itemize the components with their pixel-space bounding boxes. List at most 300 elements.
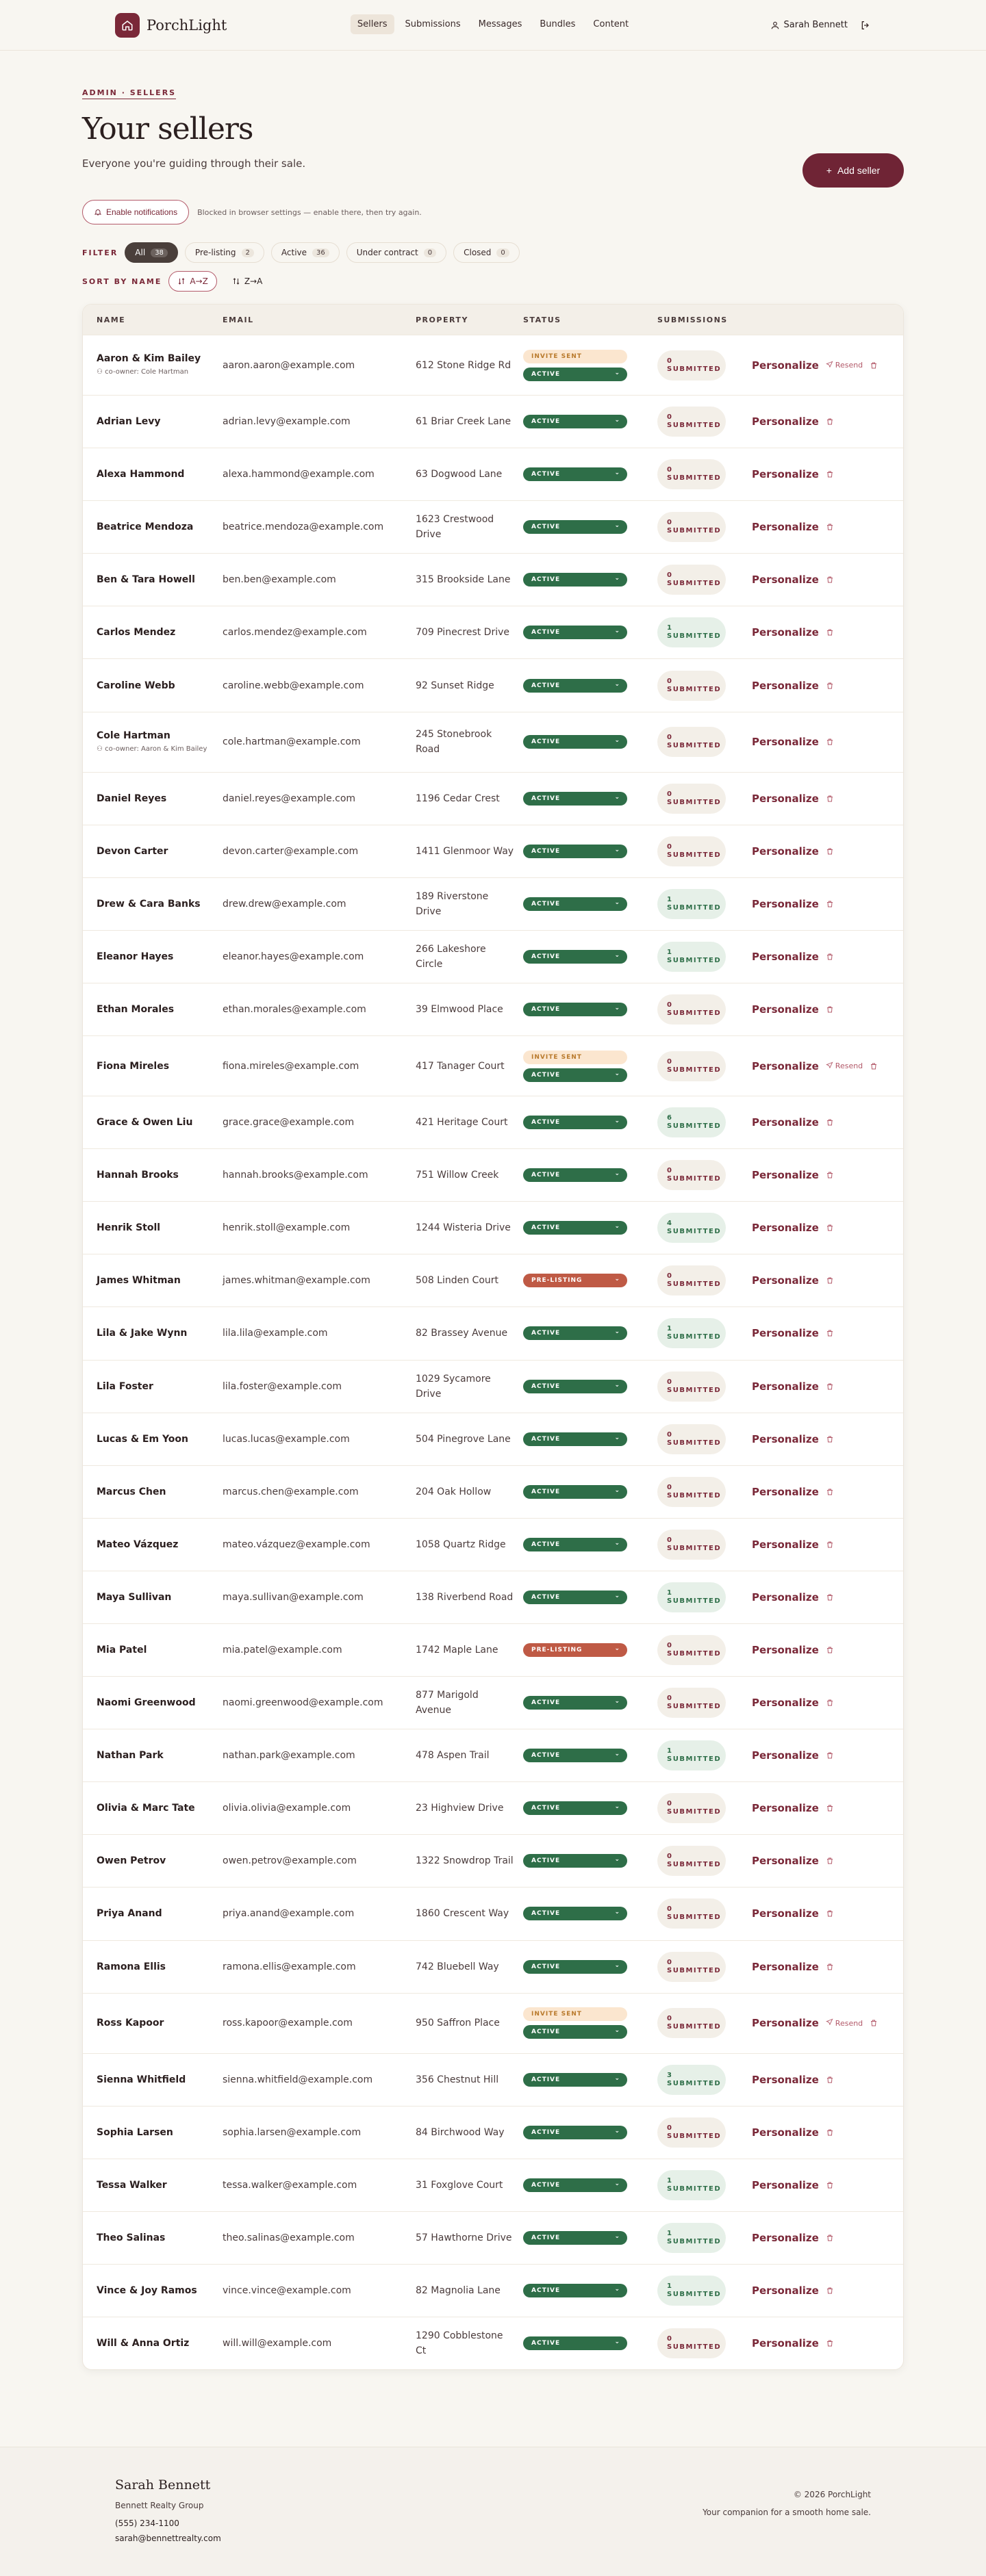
seller-name: Mateo Vázquez	[97, 1538, 179, 1550]
personalize-button[interactable]: Personalize	[752, 2017, 819, 2030]
chevron-down-icon: ⌄	[614, 2127, 620, 2135]
submissions-badge	[657, 889, 726, 919]
submissions-count: 4	[667, 1220, 673, 1228]
status-label: ACTIVE	[531, 1224, 561, 1232]
table-row[interactable]	[83, 2211, 903, 2264]
personalize-button[interactable]: Personalize	[752, 1274, 819, 1287]
trash-icon[interactable]	[826, 2234, 834, 2242]
personalize-button[interactable]: Personalize	[752, 792, 819, 805]
status-select[interactable]	[523, 467, 627, 481]
trash-icon[interactable]	[826, 1005, 834, 1014]
status-select[interactable]	[523, 1485, 627, 1499]
trash-icon[interactable]	[870, 2019, 878, 2027]
enable-notifications-label: Enable notifications	[106, 207, 178, 217]
status-select[interactable]	[523, 1326, 627, 1340]
table-row[interactable]	[83, 1940, 903, 1993]
status-select[interactable]	[523, 1274, 627, 1287]
submitted-label: SUBMITTED	[667, 1491, 722, 1499]
submitted-label: SUBMITTED	[667, 1439, 722, 1447]
status-select[interactable]	[523, 1068, 627, 1082]
enable-notifications-button[interactable]	[82, 200, 189, 224]
trash-icon[interactable]	[826, 2339, 834, 2347]
status-select[interactable]	[523, 1003, 627, 1016]
status-select[interactable]	[523, 1696, 627, 1710]
trash-icon[interactable]	[826, 847, 834, 855]
submissions-count: 1	[667, 1747, 673, 1755]
status-label: ACTIVE	[531, 2181, 561, 2189]
trash-icon[interactable]	[826, 1276, 834, 1285]
status-select[interactable]	[523, 792, 627, 806]
footer-brokerage: Bennett Realty Group	[115, 2501, 204, 2510]
table-row[interactable]	[83, 2106, 903, 2159]
seller-email: nathan.park@example.com	[223, 1750, 355, 1762]
chevron-down-icon: ⌄	[614, 1170, 620, 1178]
submissions-badge	[657, 836, 726, 866]
personalize-button[interactable]: Personalize	[752, 1116, 819, 1129]
sellers-table	[82, 304, 904, 2370]
personalize-button[interactable]: Personalize	[752, 1485, 819, 1498]
status-label: ACTIVE	[531, 738, 561, 746]
status-select[interactable]	[523, 626, 627, 639]
footer-tagline: Your companion for a smooth home sale.	[703, 2508, 871, 2517]
status-select[interactable]	[523, 2178, 627, 2192]
trash-icon[interactable]	[826, 1909, 834, 1918]
seller-name: Ross Kapoor	[97, 2018, 164, 2029]
status-select[interactable]	[523, 1380, 627, 1393]
personalize-button[interactable]: Personalize	[752, 1644, 819, 1657]
seller-email: mateo.vázquez@example.com	[223, 1538, 370, 1550]
status-label: ACTIVE	[531, 629, 561, 636]
trash-icon[interactable]	[826, 1541, 834, 1549]
seller-property: 1623 Crestwood Drive	[416, 514, 494, 541]
submissions-badge	[657, 1898, 726, 1929]
submitted-label: SUBMITTED	[667, 903, 722, 912]
status-select[interactable]	[523, 415, 627, 428]
chevron-down-icon: ⌄	[614, 417, 620, 424]
status-select[interactable]	[523, 1854, 627, 1868]
table-header	[83, 305, 903, 335]
add-seller-button[interactable]	[802, 153, 904, 188]
seller-name: Alexa Hammond	[97, 469, 185, 480]
personalize-button[interactable]: Personalize	[752, 950, 819, 963]
seller-property: 1742 Maple Lane	[416, 1645, 498, 1656]
seller-property: 204 Oak Hollow	[416, 1486, 492, 1497]
status-select[interactable]	[523, 1538, 627, 1551]
user-icon: ⚇	[97, 745, 105, 753]
resend-button[interactable]	[826, 361, 863, 370]
personalize-button[interactable]: Personalize	[752, 897, 819, 910]
status-select[interactable]	[523, 1907, 627, 1920]
chevron-down-icon: ⌄	[614, 793, 620, 801]
personalize-button[interactable]: Personalize	[752, 1059, 819, 1072]
seller-name: Eleanor Hayes	[97, 951, 174, 962]
trash-icon[interactable]	[826, 795, 834, 803]
seller-name: Owen Petrov	[97, 1855, 166, 1867]
trash-icon[interactable]	[826, 470, 834, 478]
trash-icon[interactable]	[826, 2287, 834, 2295]
resend-button[interactable]	[826, 1061, 863, 1071]
trash-icon[interactable]	[826, 1646, 834, 1654]
seller-email: cole.hartman@example.com	[223, 736, 361, 748]
page-title: Your sellers	[82, 112, 253, 146]
status-select[interactable]	[523, 1749, 627, 1762]
status-select[interactable]	[523, 735, 627, 749]
chevron-down-icon: ⌄	[614, 2232, 620, 2240]
status-select[interactable]	[523, 1116, 627, 1129]
nav-submissions[interactable]: Submissions	[405, 19, 461, 29]
trash-icon[interactable]	[826, 1382, 834, 1391]
submissions-badge	[657, 942, 726, 972]
table-row[interactable]	[83, 930, 903, 983]
seller-property: 82 Brassey Avenue	[416, 1328, 508, 1339]
status-select[interactable]	[523, 1590, 627, 1604]
invite-sent-badge: INVITE SENT	[523, 2007, 627, 2021]
trash-icon[interactable]	[826, 1699, 834, 1707]
trash-icon[interactable]	[826, 1857, 834, 1865]
nav-right	[770, 20, 872, 31]
table-body	[83, 335, 903, 2369]
personalize-button[interactable]: Personalize	[752, 2337, 819, 2350]
seller-property: 1196 Cedar Crest	[416, 793, 500, 804]
submissions-count: 1	[667, 1325, 673, 1333]
header-submissions: SUBMISSIONS	[657, 315, 728, 324]
filter-all[interactable]	[125, 242, 178, 263]
personalize-button[interactable]: Personalize	[752, 574, 819, 587]
table-row[interactable]	[83, 825, 903, 877]
chevron-down-icon: ⌄	[614, 2286, 620, 2293]
status-select[interactable]	[523, 1960, 627, 1974]
filter-label: FILTER	[82, 248, 118, 257]
seller-name: Ben & Tara Howell	[97, 574, 195, 586]
submitted-label: SUBMITTED	[667, 365, 722, 373]
seller-name: Lucas & Em Yoon	[97, 1433, 189, 1445]
personalize-button[interactable]: Personalize	[752, 1380, 819, 1393]
table-row[interactable]	[83, 1465, 903, 1518]
trash-icon[interactable]	[826, 1593, 834, 1601]
submissions-badge	[657, 994, 726, 1025]
chevron-down-icon: ⌄	[614, 1118, 620, 1125]
seller-email: ramona.ellis@example.com	[223, 1961, 356, 1972]
filter-under-contract[interactable]	[346, 242, 446, 263]
status-select[interactable]	[523, 1168, 627, 1182]
home-icon	[115, 13, 140, 38]
status-select[interactable]	[523, 897, 627, 911]
personalize-button[interactable]: Personalize	[752, 1222, 819, 1235]
trash-icon[interactable]	[826, 2181, 834, 2189]
submissions-count: 0	[667, 571, 673, 580]
table-row[interactable]	[83, 448, 903, 500]
table-row[interactable]	[83, 1096, 903, 1148]
status-select[interactable]	[523, 1221, 627, 1235]
footer-email[interactable]: sarah@bennettrealty.com	[115, 2534, 221, 2543]
trash-icon[interactable]	[826, 417, 834, 426]
seller-name: Grace & Owen Liu	[97, 1117, 193, 1129]
personalize-button[interactable]: Personalize	[752, 359, 819, 372]
table-row[interactable]	[83, 1201, 903, 1254]
table-row[interactable]	[83, 1254, 903, 1306]
table-row[interactable]	[83, 712, 903, 772]
submissions-badge	[657, 1265, 726, 1296]
nav-content[interactable]: Content	[593, 19, 629, 29]
chevron-down-icon: ⌄	[614, 1434, 620, 1441]
table-row[interactable]	[83, 658, 903, 711]
personalize-button[interactable]: Personalize	[752, 1855, 819, 1868]
status-select[interactable]	[523, 1801, 627, 1815]
trash-icon[interactable]	[826, 953, 834, 961]
table-row[interactable]	[83, 335, 903, 395]
status-select[interactable]	[523, 2336, 627, 2350]
submissions-count: 0	[667, 734, 673, 742]
sort-a-z-button[interactable]	[168, 271, 216, 292]
personalize-button[interactable]: Personalize	[752, 1960, 819, 1973]
submitted-label: SUBMITTED	[667, 1066, 722, 1074]
trash-icon[interactable]	[826, 1751, 834, 1760]
status-label: ACTIVE	[531, 2340, 561, 2347]
status-select[interactable]	[523, 1432, 627, 1446]
nav-sellers[interactable]: Sellers	[351, 14, 394, 34]
table-row[interactable]	[83, 2317, 903, 2369]
seller-property: 1322 Snowdrop Trail	[416, 1855, 514, 1867]
status-label: ACTIVE	[531, 1119, 561, 1126]
chevron-down-icon: ⌄	[614, 899, 620, 906]
table-row[interactable]	[83, 500, 903, 553]
trash-icon[interactable]	[826, 1224, 834, 1232]
hero	[82, 99, 904, 188]
table-row[interactable]	[83, 395, 903, 448]
table-row[interactable]	[83, 2159, 903, 2211]
personalize-button[interactable]: Personalize	[752, 2073, 819, 2086]
trash-icon[interactable]	[870, 361, 878, 370]
status-label: ACTIVE	[531, 418, 561, 426]
table-row[interactable]	[83, 1887, 903, 1940]
trash-icon[interactable]	[826, 576, 834, 584]
table-row[interactable]	[83, 1035, 903, 1096]
personalize-button[interactable]: Personalize	[752, 1327, 819, 1340]
sort-z-a-button[interactable]	[224, 271, 270, 292]
personalize-button[interactable]: Personalize	[752, 1538, 819, 1551]
trash-icon[interactable]	[826, 900, 834, 908]
seller-property: 266 Lakeshore Circle	[416, 943, 486, 970]
chevron-down-icon: ⌄	[614, 1751, 620, 1758]
trash-icon[interactable]	[826, 1488, 834, 1496]
seller-property: 31 Foxglove Court	[416, 2179, 503, 2191]
table-row[interactable]	[83, 1834, 903, 1887]
seller-property: 751 Willow Creek	[416, 1170, 499, 1181]
seller-name: Priya Anand	[97, 1908, 162, 1920]
status-select[interactable]	[523, 1643, 627, 1657]
personalize-button[interactable]: Personalize	[752, 626, 819, 639]
filter-count: 2	[242, 248, 254, 257]
seller-email: naomi.greenwood@example.com	[223, 1697, 383, 1709]
submitted-label: SUBMITTED	[667, 1861, 722, 1869]
status-select[interactable]	[523, 679, 627, 693]
status-label: ACTIVE	[531, 953, 561, 960]
seller-property: 1029 Sycamore Drive	[416, 1373, 491, 1400]
seller-property: 504 Pinegrove Lane	[416, 1433, 511, 1445]
submitted-label: SUBMITTED	[667, 742, 722, 750]
personalize-button[interactable]: Personalize	[752, 736, 819, 749]
submissions-badge	[657, 459, 726, 489]
trash-icon[interactable]	[826, 2128, 834, 2137]
seller-email: james.whitman@example.com	[223, 1275, 370, 1287]
submissions-badge	[657, 617, 726, 647]
personalize-button[interactable]: Personalize	[752, 1003, 819, 1016]
submissions-count: 0	[667, 1057, 673, 1066]
submissions-badge	[657, 350, 726, 381]
submissions-count: 0	[667, 1536, 673, 1544]
seller-property: 478 Aspen Trail	[416, 1750, 490, 1762]
status-select[interactable]	[523, 2126, 627, 2139]
submitted-label: SUBMITTED	[667, 422, 722, 430]
table-row[interactable]	[83, 2053, 903, 2106]
personalize-button[interactable]: Personalize	[752, 1590, 819, 1603]
seller-property: 417 Tanager Court	[416, 1060, 505, 1072]
table-row[interactable]	[83, 1360, 903, 1413]
trash-icon[interactable]	[826, 1171, 834, 1179]
table-row[interactable]	[83, 1148, 903, 1201]
table-row[interactable]	[83, 1781, 903, 1834]
seller-property: 63 Dogwood Lane	[416, 469, 503, 480]
trash-icon[interactable]	[826, 2076, 834, 2084]
submissions-badge	[657, 1160, 726, 1190]
submissions-badge	[657, 784, 726, 814]
table-row[interactable]	[83, 553, 903, 606]
status-label: ACTIVE	[531, 1963, 561, 1970]
status-label: PRE-LISTING	[531, 1647, 583, 1654]
status-select[interactable]	[523, 573, 627, 587]
status-label: ACTIVE	[531, 682, 561, 689]
submissions-count: 0	[667, 1642, 673, 1650]
personalize-button[interactable]: Personalize	[752, 1749, 819, 1762]
chevron-down-icon: ⌄	[614, 1539, 620, 1547]
footer-phone[interactable]: (555) 234-1100	[115, 2519, 179, 2528]
table-row[interactable]	[83, 1571, 903, 1623]
user-menu[interactable]	[770, 20, 848, 30]
submitted-label: SUBMITTED	[667, 956, 722, 964]
seller-property: 1058 Quartz Ridge	[416, 1538, 506, 1550]
submitted-label: SUBMITTED	[667, 474, 722, 482]
status-select[interactable]	[523, 520, 627, 534]
submissions-badge	[657, 1688, 726, 1718]
table-row[interactable]	[83, 2264, 903, 2317]
personalize-button[interactable]: Personalize	[752, 2178, 819, 2191]
trash-icon[interactable]	[826, 738, 834, 746]
table-row[interactable]	[83, 1676, 903, 1729]
resend-button[interactable]	[826, 2018, 863, 2028]
submissions-badge	[657, 1477, 726, 1507]
submissions-count: 0	[667, 1695, 673, 1703]
status-select[interactable]	[523, 950, 627, 964]
table-row[interactable]	[83, 1623, 903, 1676]
table-row[interactable]	[83, 1413, 903, 1465]
trash-icon[interactable]	[826, 1118, 834, 1126]
chevron-down-icon: ⌄	[614, 1328, 620, 1336]
submissions-badge	[657, 671, 726, 701]
table-row[interactable]	[83, 772, 903, 825]
trash-icon[interactable]	[826, 682, 834, 690]
nav-bundles[interactable]: Bundles	[540, 19, 576, 29]
trash-icon[interactable]	[826, 628, 834, 636]
status-label: ACTIVE	[531, 370, 561, 378]
table-row[interactable]	[83, 1306, 903, 1359]
personalize-button[interactable]: Personalize	[752, 2284, 819, 2297]
seller-name: Ethan Morales	[97, 1003, 175, 1015]
filter-closed[interactable]	[453, 242, 520, 263]
seller-name: Aaron & Kim Bailey	[97, 353, 201, 364]
status-select[interactable]	[523, 2025, 627, 2039]
submissions-count: 0	[667, 1378, 673, 1386]
seller-property: 245 Stonebrook Road	[416, 729, 492, 756]
seller-name: Carlos Mendez	[97, 627, 176, 639]
status-select[interactable]	[523, 2231, 627, 2245]
seller-email: will.will@example.com	[223, 2338, 332, 2349]
personalize-button[interactable]: Personalize	[752, 2126, 819, 2139]
table-row[interactable]	[83, 606, 903, 658]
logout-icon[interactable]	[860, 20, 871, 31]
submissions-count: 6	[667, 1114, 673, 1122]
personalize-button[interactable]: Personalize	[752, 1802, 819, 1815]
table-row[interactable]	[83, 877, 903, 930]
status-label: ACTIVE	[531, 576, 561, 584]
seller-property: 84 Birchwood Way	[416, 2126, 505, 2138]
table-row[interactable]	[83, 1518, 903, 1571]
status-select[interactable]	[523, 845, 627, 858]
seller-email: theo.salinas@example.com	[223, 2232, 355, 2243]
seller-name: Lila & Jake Wynn	[97, 1328, 188, 1339]
logo[interactable]	[115, 13, 227, 38]
seller-property: 315 Brookside Lane	[416, 574, 511, 586]
status-select[interactable]	[523, 368, 627, 381]
personalize-button[interactable]: Personalize	[752, 1169, 819, 1182]
user-icon	[770, 21, 780, 30]
submitted-label: SUBMITTED	[667, 1009, 722, 1017]
table-row[interactable]	[83, 983, 903, 1035]
submitted-label: SUBMITTED	[667, 1914, 722, 1922]
table-row[interactable]	[83, 1729, 903, 1781]
chevron-down-icon: ⌄	[614, 1803, 620, 1811]
status-select[interactable]	[523, 2284, 627, 2297]
filter-pre-listing[interactable]	[185, 242, 264, 263]
personalize-button[interactable]: Personalize	[752, 468, 819, 481]
co-owner-note	[97, 745, 223, 754]
chevron-down-icon: ⌄	[614, 1856, 620, 1864]
trash-icon[interactable]	[826, 1329, 834, 1337]
trash-icon[interactable]	[870, 1062, 878, 1070]
seller-name: Henrik Stoll	[97, 1222, 161, 1234]
trash-icon[interactable]	[826, 1435, 834, 1443]
chevron-down-icon: ⌄	[614, 1698, 620, 1705]
trash-icon[interactable]	[826, 1963, 834, 1971]
filter-active[interactable]	[271, 242, 340, 263]
status-select[interactable]	[523, 2073, 627, 2087]
personalize-button[interactable]: Personalize	[752, 1432, 819, 1445]
personalize-button[interactable]: Personalize	[752, 845, 819, 858]
personalize-button[interactable]: Personalize	[752, 415, 819, 428]
personalize-button[interactable]: Personalize	[752, 1907, 819, 1920]
nav-messages[interactable]: Messages	[478, 19, 522, 29]
co-owner-text: co-owner: Cole Hartman	[105, 368, 189, 376]
personalize-button[interactable]: Personalize	[752, 1697, 819, 1710]
trash-icon[interactable]	[826, 1804, 834, 1812]
personalize-button[interactable]: Personalize	[752, 521, 819, 534]
filter-count: 0	[424, 248, 436, 257]
personalize-button[interactable]: Personalize	[752, 2231, 819, 2244]
personalize-button[interactable]: Personalize	[752, 679, 819, 692]
table-row[interactable]	[83, 1993, 903, 2053]
trash-icon[interactable]	[826, 523, 834, 531]
footer-copyright: © 2026 PorchLight	[793, 2490, 871, 2499]
status-label: ACTIVE	[531, 1172, 561, 1179]
